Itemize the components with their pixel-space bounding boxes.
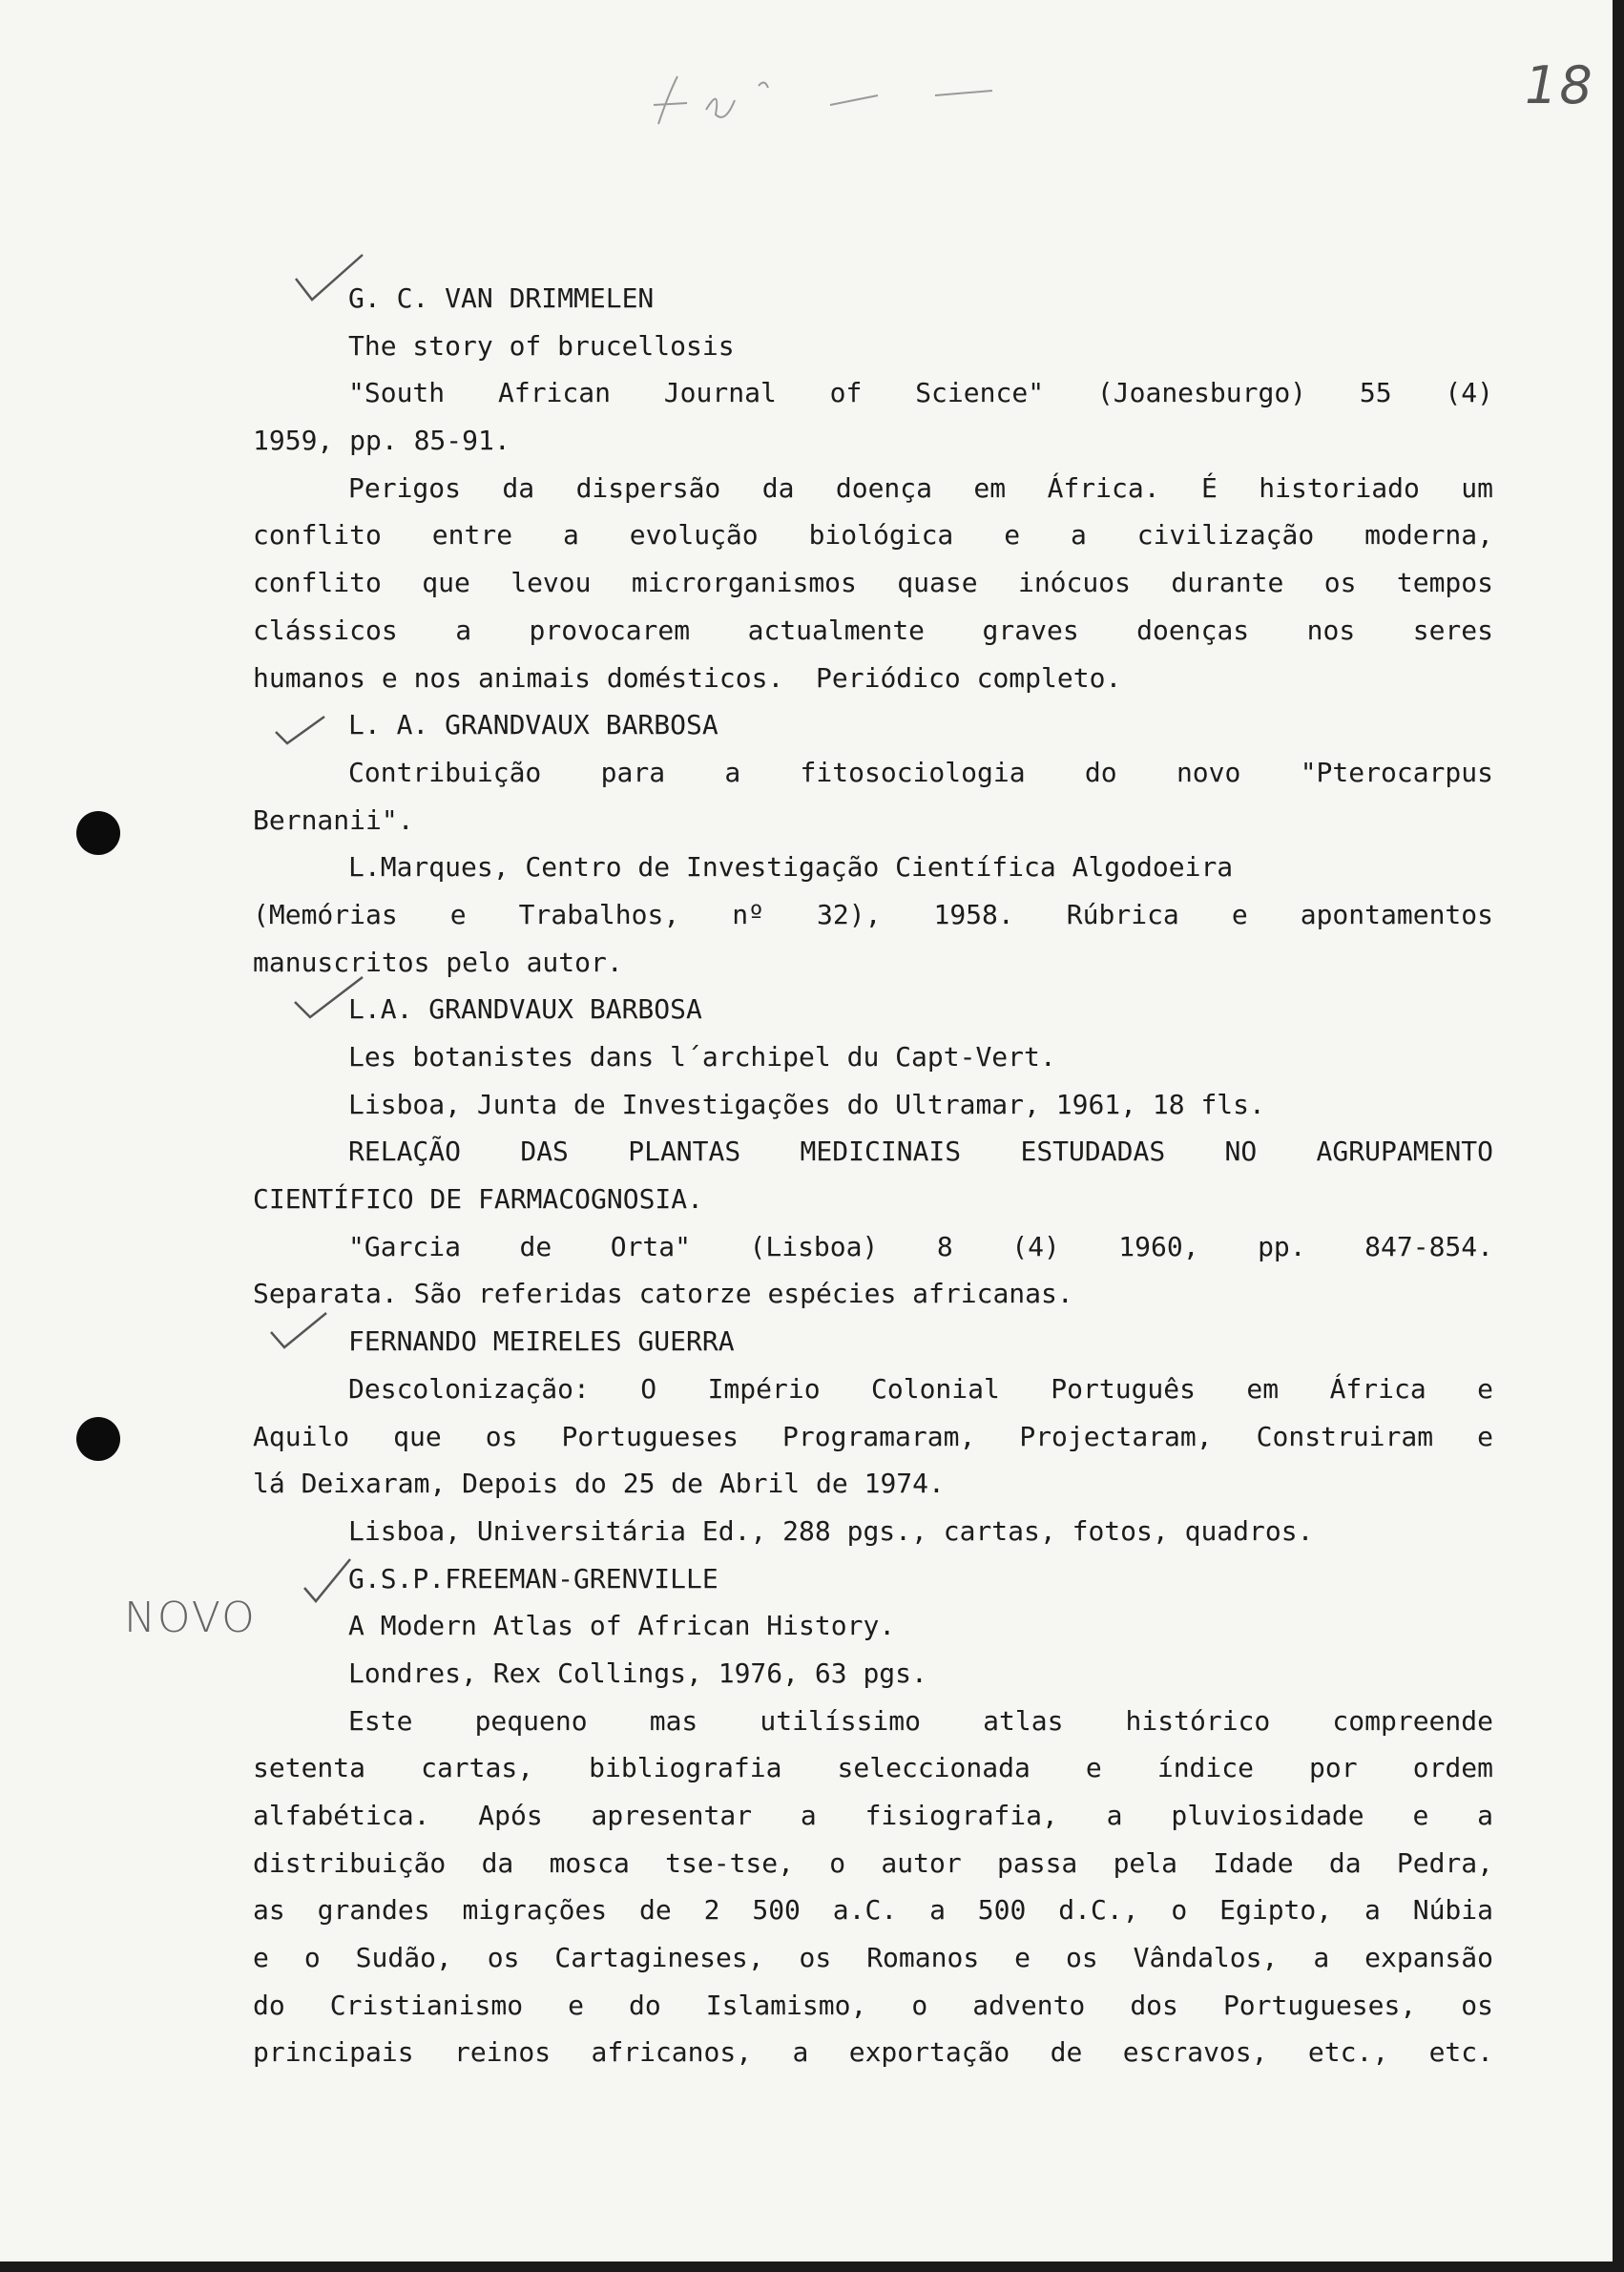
text-line: conflito que levou microrganismos quase inócuos durante os tempos — [253, 567, 1493, 599]
text-line: alfabética. Após apresentar a fisiografia, a pluviosidade e a — [253, 1800, 1493, 1831]
text-line: principais reinos africanos, a exportação de escravos, etc., etc. — [253, 2036, 1493, 2069]
text-line: "South African Journal of Science" (Joanesburgo) 55 (4) — [348, 377, 1493, 409]
text-line: "Garcia de Orta" (Lisboa) 8 (4) 1960, pp. 847-854. — [348, 1230, 1493, 1262]
typed-text-body — [253, 275, 1493, 2076]
text-line: Lisboa, Universitária Ed., 288 pgs., cartas, fotos, quadros. — [348, 1514, 1314, 1547]
text-line: setenta cartas, bibliografia seleccionada e índice por ordem — [253, 1752, 1493, 1784]
text-line: do Cristianismo e do Islamismo, o advento dos Portugueses, os — [253, 1989, 1493, 2021]
text-line: The story of brucellosis — [348, 329, 735, 362]
text-line: Bernanii". — [253, 803, 414, 836]
text-line: Perigos da dispersão da doença em África. É historiado um — [348, 471, 1493, 504]
text-line: as grandes migrações de 2 500 a.C. a 500 d.C., o Egipto, a Núbia — [253, 1894, 1493, 1927]
text-line: A Modern Atlas of African History. — [348, 1610, 896, 1642]
text-line: G. C. VAN DRIMMELEN — [348, 282, 655, 314]
text-line: clássicos a provocarem actualmente graves doenças nos seres — [253, 614, 1493, 646]
text-line: Este pequeno mas utilíssimo atlas histórico compreende — [348, 1704, 1493, 1737]
binder-hole-lower — [76, 1417, 120, 1461]
text-line: manuscritos pelo autor. — [253, 946, 623, 978]
margin-note-novo: NOVO — [124, 1594, 257, 1642]
text-line: CIENTÍFICO DE FARMACOGNOSIA. — [253, 1183, 704, 1216]
handwritten-scribble — [649, 67, 1011, 143]
text-line: G.S.P.FREEMAN-GRENVILLE — [348, 1562, 718, 1595]
text-line: RELAÇÃO DAS PLANTAS MEDICINAIS ESTUDADAS NO AGRUPAMENTO — [348, 1136, 1493, 1168]
text-line: 1959, pp. 85-91. — [253, 425, 510, 457]
text-line: Contribuição para a fitosociologia do novo "Pterocarpus — [348, 756, 1493, 788]
binder-hole-upper — [76, 811, 120, 855]
text-line: Separata. São referidas catorze espécies africanas. — [253, 1278, 1073, 1310]
text-line: L.A. GRANDVAUX BARBOSA — [348, 993, 702, 1026]
text-line: lá Deixaram, Depois do 25 de Abril de 1974. — [253, 1468, 945, 1500]
text-line: e o Sudão, os Cartagineses, os Romanos e os Vândalos, a expansão — [253, 1942, 1493, 1974]
text-line: humanos e nos animais domésticos. Periódico completo. — [253, 661, 1122, 694]
text-line: (Memórias e Trabalhos, nº 32), 1958. Rúbrica e apontamentos — [253, 898, 1493, 930]
text-line: Les botanistes dans l´archipel du Capt-Vert. — [348, 1041, 1056, 1073]
text-line: conflito entre a evolução biológica e a civilização moderna, — [253, 519, 1493, 552]
text-line: Aquilo que os Portugueses Programaram, Projectaram, Construiram e — [253, 1420, 1493, 1452]
text-line: Londres, Rex Collings, 1976, 63 pgs. — [348, 1657, 927, 1689]
text-line: FERNANDO MEIRELES GUERRA — [348, 1325, 735, 1358]
text-line: L.Marques, Centro de Investigação Científica Algodoeira — [348, 851, 1234, 884]
text-line: L. A. GRANDVAUX BARBOSA — [348, 709, 718, 741]
text-line: Lisboa, Junta de Investigações do Ultramar, 1961, 18 fls. — [348, 1088, 1265, 1120]
text-line: Descolonização: O Império Colonial Português em África e — [348, 1372, 1493, 1405]
page-number: 18 — [1525, 55, 1594, 115]
text-line: distribuição da mosca tse-tse, o autor passa pela Idade da Pedra, — [253, 1846, 1493, 1879]
